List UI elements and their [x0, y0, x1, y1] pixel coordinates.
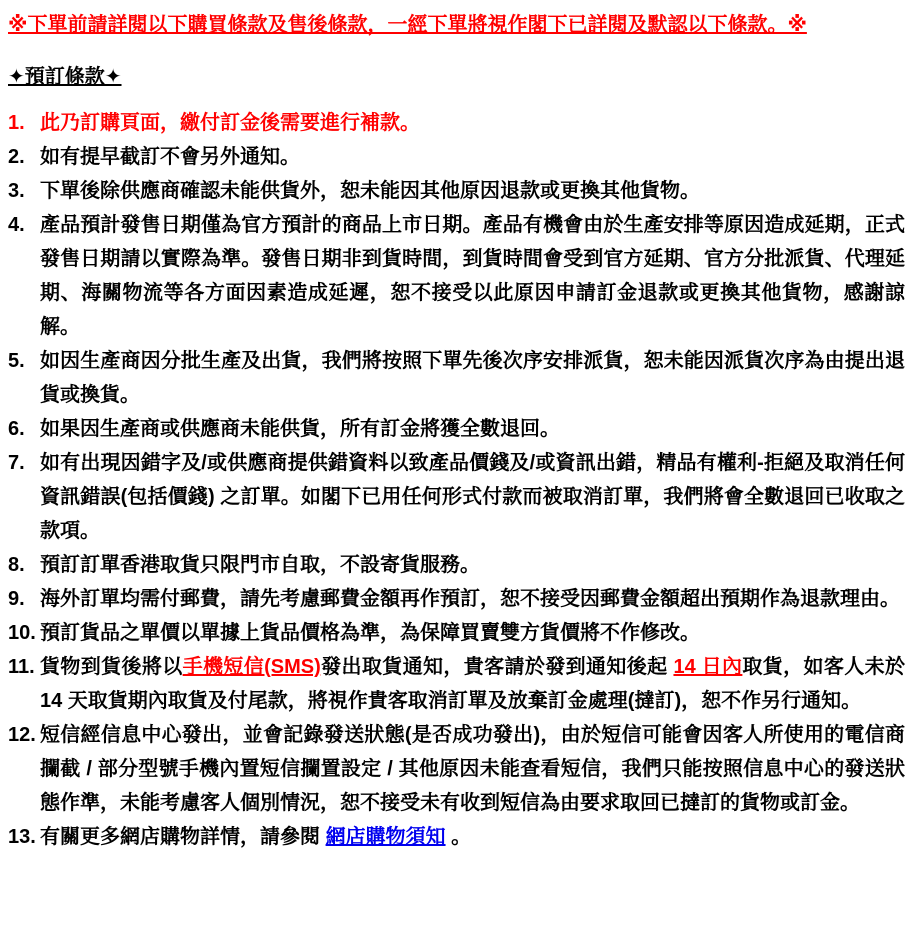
term-item — [8, 208, 905, 344]
term-item — [8, 412, 905, 446]
term-number: 12. — [8, 724, 36, 746]
term-number: 9. — [8, 588, 25, 610]
term-item — [8, 616, 905, 650]
section-title: ✦預訂條款✦ — [8, 66, 122, 88]
term-text-segment: 產品預計發售日期僅為官方預計的商品上市日期。產品有機會由於生產安排等原因造成延期，正式發售日期請以實際為準。發售日期非到貨時間，到貨時間會受到官方延期、官方分批派貨、代理延期、海關物流等各方面因素造成延遲，恕不接受以此原因申請訂金退款或更換其他貨物，感謝諒解。 — [40, 214, 905, 338]
term-text-segment: 取貨，如客人未於 14 天取貨期內取貨及付尾款，將視作貴客取消訂單及放棄訂金處理(撻訂)，恕不作另行通知。 — [40, 656, 906, 712]
term-text — [40, 140, 905, 174]
term-text-segment: 發出取貨通知，貴客請於發到通知後起 — [320, 656, 674, 678]
term-number: 6. — [8, 418, 25, 440]
page-title: ※下單前請詳閱以下購買條款及售後條款，一經下單將視作閣下已詳閱及默認以下條款。※ — [8, 14, 807, 36]
term-text-segment: 如有提早截訂不會另外通知。 — [40, 146, 300, 168]
term-item — [8, 548, 905, 582]
term-number: 4. — [8, 214, 25, 236]
term-text-segment: 短信經信息中心發出，並會記錄發送狀態(是否成功發出)，由於短信可能會因客人所使用的電信商攔截 / 部分型號手機內置短信攔置設定 / 其他原因未能查看短信，我們只能按照信息中心的發送狀態作準，未能考慮客人個別情況，恕不接受未有收到短信為由要求取回已撻訂的貨物或訂金。 — [40, 724, 905, 814]
term-item — [8, 174, 905, 208]
term-text-segment: 下單後除供應商確認未能供貨外，恕未能因其他原因退款或更換其他貨物。 — [40, 180, 700, 202]
term-item — [8, 582, 905, 616]
term-text-segment: 海外訂單均需付郵費，請先考慮郵費金額再作預訂，恕不接受因郵費金額超出預期作為退款理由。 — [40, 588, 900, 610]
term-text — [40, 820, 905, 854]
term-text — [40, 548, 905, 582]
term-text — [40, 174, 905, 208]
term-number: 1. — [8, 112, 25, 134]
term-text-segment: 此乃訂購頁面，繳付訂金後需要進行補款。 — [40, 112, 420, 134]
term-text — [40, 650, 905, 718]
term-text-segment: 貨物到貨後將以 — [40, 656, 183, 678]
highlighted-text: 14 日內 — [673, 656, 743, 678]
term-number: 5. — [8, 350, 25, 372]
term-number: 10. — [8, 622, 36, 644]
term-text-segment: 預訂貨品之單價以單據上貨品價格為準，為保障買賣雙方貨價將不作修改。 — [40, 622, 700, 644]
term-number: 3. — [8, 180, 25, 202]
term-text-segment: 如因生產商因分批生產及出貨，我們將按照下單先後次序安排派貨，恕未能因派貨次序為由提出退貨或換貨。 — [40, 350, 905, 406]
term-text — [40, 344, 905, 412]
term-text — [40, 412, 905, 446]
term-number: 13. — [8, 826, 36, 848]
term-number: 2. — [8, 146, 25, 168]
term-number: 11. — [8, 656, 35, 678]
term-item — [8, 140, 905, 174]
term-text — [40, 106, 905, 140]
store-shopping-notice-link[interactable]: 網店購物須知 — [325, 826, 446, 848]
term-text-segment: 如有出現因錯字及/或供應商提供錯資料以致產品價錢及/或資訊出錯，精品有權利-拒絕及取消任何資訊錯誤(包括價錢) 之訂單。如閣下已用任何形式付款而被取消訂單，我們將會全數退回已收取之款項。 — [40, 452, 905, 542]
term-number: 8. — [8, 554, 25, 576]
term-item — [8, 446, 905, 548]
term-text-segment: 如果因生產商或供應商未能供貨，所有訂金將獲全數退回。 — [40, 418, 560, 440]
term-item — [8, 344, 905, 412]
term-text-segment: 預訂訂單香港取貨只限門市自取，不設寄貨服務。 — [40, 554, 480, 576]
term-text-segment: 。 — [445, 826, 472, 848]
term-text — [40, 582, 905, 616]
term-item — [8, 106, 905, 140]
term-text-segment: 有關更多網店購物詳情，請參閱 — [40, 826, 326, 848]
term-number: 7. — [8, 452, 25, 474]
term-item — [8, 650, 905, 718]
term-text — [40, 718, 905, 820]
term-text — [40, 446, 905, 548]
term-item — [8, 718, 905, 820]
term-text — [40, 616, 905, 650]
term-text — [40, 208, 905, 344]
term-item — [8, 820, 905, 854]
terms-list — [8, 106, 905, 854]
highlighted-text: 手機短信(SMS) — [182, 656, 321, 678]
